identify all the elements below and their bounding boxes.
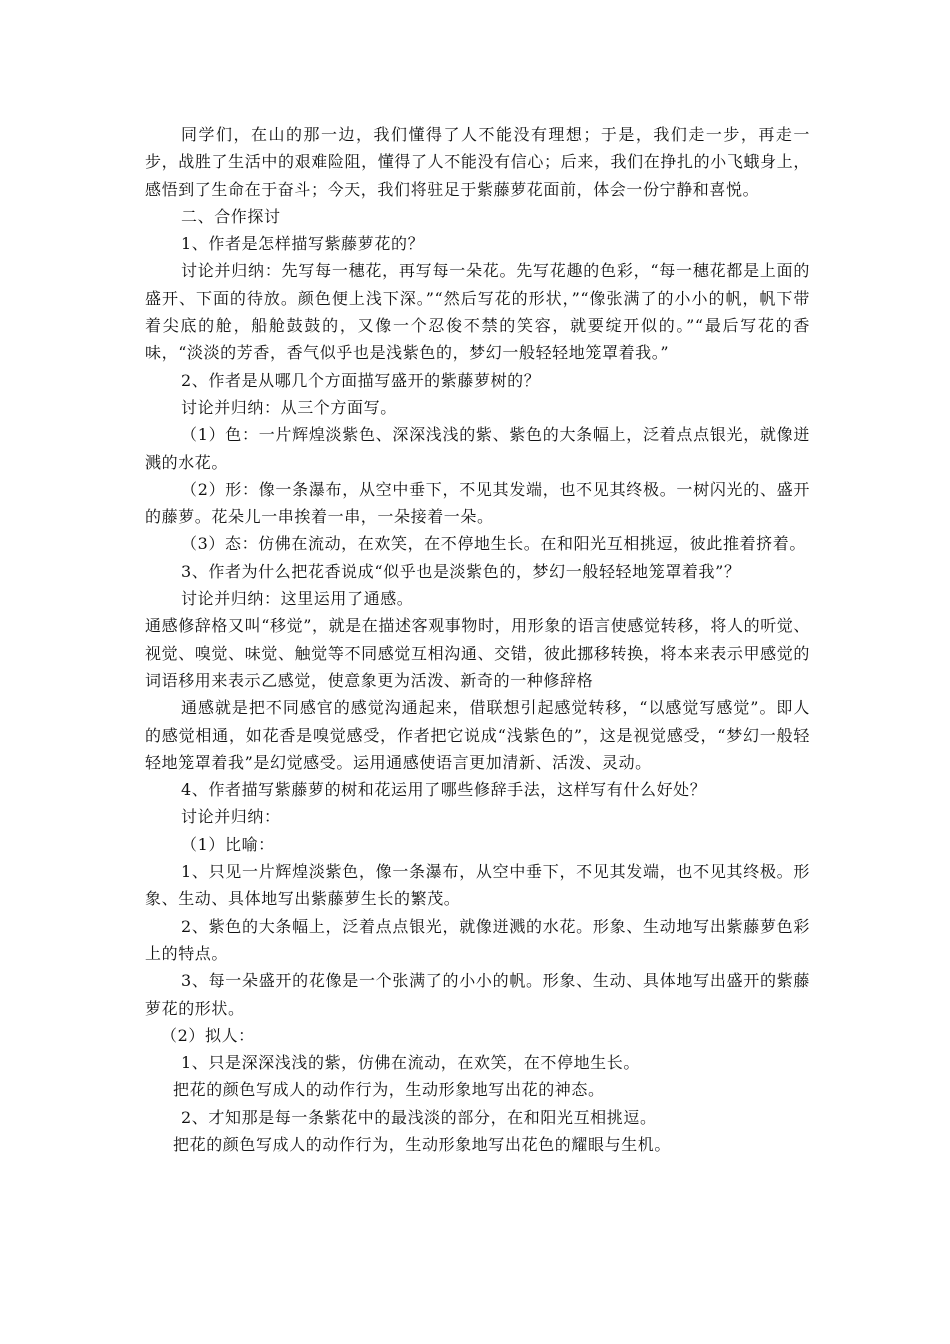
synesthesia-explanation: 通感就是把不同感官的感觉沟通起来，借联想引起感觉转移，“以感觉写感觉”。即人的感觉相通，如花香是嗅觉感受，作者把它说成“浅紫色的”，这是视觉感受，“梦幻一般轻轻地笼罩着我”是幻觉感受。运用通感使语言更加清新、活泼、灵动。 <box>145 698 810 772</box>
document-body <box>145 121 810 1158</box>
synesthesia-definition: 通感修辞格又叫“移觉”，就是在描述客观事物时，用形象的语言使感觉转移，将人的听觉、视觉、嗅觉、味觉、触觉等不同感觉互相沟通、交错，彼此挪移转换，将本来表示甲感觉的词语移用来表示乙感觉，使意象更为活泼、新奇的一种修辞格 <box>145 616 810 690</box>
question-4: 4、作者描写紫藤萝的树和花运用了哪些修辞手法，这样写有什么好处？ <box>181 780 707 800</box>
answer-2-state: （3）态：仿佛在流动，在欢笑，在不停地生长。在和阳光互相挑逗，彼此推着挤着。 <box>181 534 806 554</box>
metaphor-item-3: 3、每一朵盛开的花像是一个张满了的小小的帆。形象、生动、具体地写出盛开的紫藤萝花的形状。 <box>145 971 810 1018</box>
answer-1: 讨论并归纳：先写每一穗花，再写每一朵花。先写花趣的色彩，“每一穗花都是上面的盛开、下面的待放。颜色便上浅下深。”“然后写花的形状，”“像张满了的小小的帆，帆下带着尖底的舱，船舱鼓鼓的，又像一个忍俊不禁的笑容，就要绽开似的。”“最后写花的香味，“淡淡的芳香，香气似乎也是浅紫色的，梦幻一般轻轻地笼罩着我。” <box>145 261 810 363</box>
personification-note-1: 把花的颜色写成人的动作行为，生动形象地写出花的神态。 <box>173 1080 605 1100</box>
metaphor-heading: （1）比喻： <box>181 834 275 854</box>
question-1: 1、作者是怎样描写紫藤萝花的？ <box>181 234 425 254</box>
question-2: 2、作者是从哪几个方面描写盛开的紫藤萝树的？ <box>181 370 541 390</box>
intro-paragraph: 同学们，在山的那一边，我们懂得了人不能没有理想；于是，我们走一步，再走一步，战胜了生活中的艰难险阻，懂得了人不能没有信心；后来，我们在挣扎的小飞蛾身上，感悟到了生命在于奋斗；今天，我们将驻足于紫藤萝花面前，体会一份宁静和喜悦。 <box>145 125 810 199</box>
answer-2-color: （1）色：一片辉煌淡紫色、深深浅浅的紫、紫色的大条幅上，泛着点点银光，就像迸溅的水花。 <box>145 425 810 472</box>
personification-heading: （2）拟人： <box>161 1025 255 1045</box>
section-heading: 二、合作探讨 <box>181 206 281 226</box>
personification-item-2: 2、才知那是每一条紫花中的最浅淡的部分，在和阳光互相挑逗。 <box>181 1107 657 1127</box>
answer-2-summary: 讨论并归纳：从三个方面写。 <box>181 397 397 417</box>
metaphor-item-1: 1、只见一片辉煌淡紫色，像一条瀑布，从空中垂下，不见其发端，也不见其终极。形象、生动、具体地写出紫藤萝生长的繁茂。 <box>145 862 810 909</box>
personification-note-2: 把花的颜色写成人的动作行为，生动形象地写出花色的耀眼与生机。 <box>173 1134 672 1154</box>
answer-4-summary: 讨论并归纳： <box>181 807 281 827</box>
question-3: 3、作者为什么把花香说成“似乎也是淡紫色的，梦幻一般轻轻地笼罩着我”？ <box>181 561 741 581</box>
answer-3-summary: 讨论并归纳：这里运用了通感。 <box>181 589 414 609</box>
answer-2-shape: （2）形：像一条瀑布，从空中垂下，不见其发端，也不见其终极。一树闪光的、盛开的藤萝。花朵儿一串挨着一串，一朵接着一朵。 <box>145 479 810 527</box>
personification-item-1: 1、只是深深浅浅的紫，仿佛在流动，在欢笑，在不停地生长。 <box>181 1053 640 1073</box>
metaphor-item-2: 2、紫色的大条幅上，泛着点点银光，就像迸溅的水花。形象、生动地写出紫藤萝色彩上的特点。 <box>145 916 810 963</box>
